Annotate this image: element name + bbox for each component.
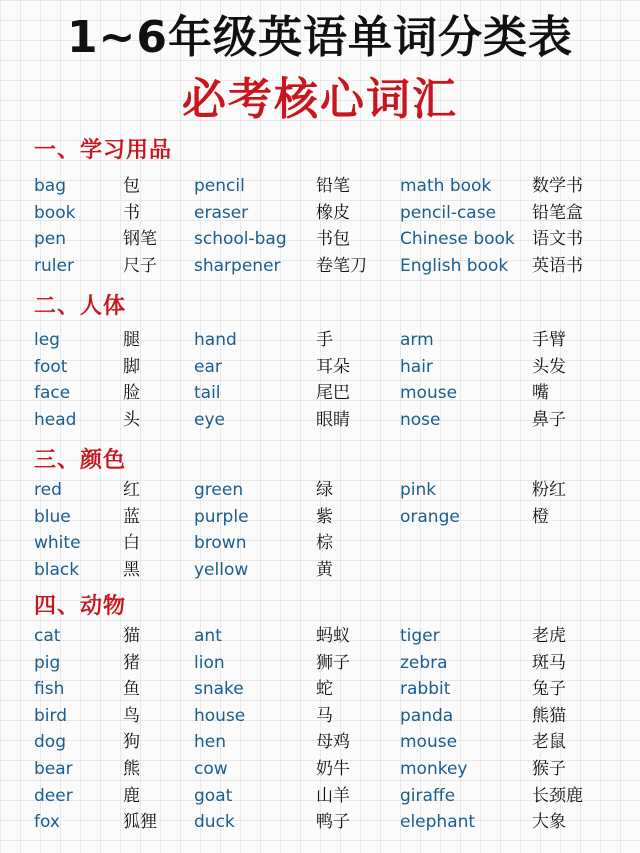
english-word: math book [400, 176, 492, 196]
chinese-meaning: 尺子 [123, 256, 157, 276]
english-word: sharpener [194, 256, 281, 276]
english-word: lion [194, 653, 225, 673]
chinese-meaning: 眼睛 [316, 410, 350, 430]
chinese-meaning: 奶牛 [316, 759, 350, 779]
english-word: pencil-case [400, 203, 497, 223]
english-word: ruler [34, 256, 74, 276]
english-word: monkey [400, 759, 468, 779]
chinese-meaning: 熊 [123, 759, 140, 779]
english-word: hen [194, 732, 227, 752]
english-word: orange [400, 507, 460, 527]
chinese-meaning: 棕 [316, 533, 333, 553]
english-word: book [34, 203, 76, 223]
english-word: eye [194, 410, 225, 430]
chinese-meaning: 数学书 [532, 176, 583, 196]
chinese-meaning: 红 [123, 480, 140, 500]
chinese-meaning: 鱼 [123, 679, 140, 699]
english-word: hand [194, 330, 237, 350]
chinese-meaning: 猫 [123, 626, 140, 646]
english-word: nose [400, 410, 441, 430]
section-title: 四、动物 [34, 594, 127, 619]
chinese-meaning: 老虎 [532, 626, 566, 646]
english-word: green [194, 480, 244, 500]
english-word: bear [34, 759, 73, 779]
english-word: rabbit [400, 679, 451, 699]
chinese-meaning: 马 [316, 706, 333, 726]
chinese-meaning: 老鼠 [532, 732, 566, 752]
english-word: bag [34, 176, 66, 196]
chinese-meaning: 尾巴 [316, 383, 350, 403]
english-word: hair [400, 357, 433, 377]
english-word: foot [34, 357, 68, 377]
chinese-meaning: 狮子 [316, 653, 350, 673]
section-title: 二、人体 [34, 294, 127, 319]
chinese-meaning: 蓝 [123, 507, 140, 527]
english-word: zebra [400, 653, 448, 673]
section-title: 三、颜色 [34, 448, 127, 473]
chinese-meaning: 手臂 [532, 330, 566, 350]
english-word: white [34, 533, 81, 553]
chinese-meaning: 鹿 [123, 786, 140, 806]
chinese-meaning: 白 [123, 533, 140, 553]
english-word: black [34, 560, 80, 580]
english-word: mouse [400, 732, 458, 752]
english-word: deer [34, 786, 73, 806]
chinese-meaning: 蚂蚁 [316, 626, 350, 646]
page-title: 1~6年级英语单词分类表 [66, 12, 574, 63]
chinese-meaning: 长颈鹿 [532, 786, 583, 806]
chinese-meaning: 书 [123, 203, 140, 223]
chinese-meaning: 橡皮 [316, 203, 350, 223]
chinese-meaning: 蛇 [316, 679, 333, 699]
english-word: fish [34, 679, 65, 699]
english-word: bird [34, 706, 67, 726]
chinese-meaning: 语文书 [532, 229, 583, 249]
english-word: snake [194, 679, 244, 699]
english-word: brown [194, 533, 247, 553]
chinese-meaning: 铅笔 [316, 176, 350, 196]
english-word: arm [400, 330, 434, 350]
chinese-meaning: 紫 [316, 507, 333, 527]
chinese-meaning: 橙 [532, 507, 549, 527]
chinese-meaning: 狗 [123, 732, 140, 752]
page-subtitle: 必考核心词汇 [182, 74, 458, 125]
chinese-meaning: 黄 [316, 560, 333, 580]
english-word: pencil [194, 176, 245, 196]
english-word: dog [34, 732, 66, 752]
chinese-meaning: 鸭子 [316, 812, 350, 832]
english-word: face [34, 383, 71, 403]
chinese-meaning: 腿 [123, 330, 140, 350]
english-word: school-bag [194, 229, 287, 249]
chinese-meaning: 绿 [316, 480, 333, 500]
chinese-meaning: 英语书 [532, 256, 583, 276]
chinese-meaning: 狐狸 [123, 812, 157, 832]
english-word: fox [34, 812, 60, 832]
english-word: house [194, 706, 246, 726]
chinese-meaning: 大象 [532, 812, 566, 832]
english-word: blue [34, 507, 71, 527]
english-word: purple [194, 507, 249, 527]
chinese-meaning: 头 [123, 410, 140, 430]
english-word: head [34, 410, 77, 430]
english-word: Chinese book [400, 229, 515, 249]
section-title: 一、学习用品 [34, 138, 173, 163]
chinese-meaning: 兔子 [532, 679, 566, 699]
english-word: cow [194, 759, 228, 779]
english-word: red [34, 480, 62, 500]
english-word: ant [194, 626, 222, 646]
chinese-meaning: 包 [123, 176, 140, 196]
chinese-meaning: 猴子 [532, 759, 566, 779]
chinese-meaning: 母鸡 [316, 732, 350, 752]
english-word: yellow [194, 560, 249, 580]
chinese-meaning: 钢笔 [123, 229, 157, 249]
chinese-meaning: 粉红 [532, 480, 566, 500]
chinese-meaning: 卷笔刀 [316, 256, 367, 276]
chinese-meaning: 鼻子 [532, 410, 566, 430]
english-word: pig [34, 653, 61, 673]
chinese-meaning: 手 [316, 330, 333, 350]
chinese-meaning: 脚 [123, 357, 140, 377]
english-word: panda [400, 706, 454, 726]
chinese-meaning: 山羊 [316, 786, 350, 806]
english-word: pink [400, 480, 437, 500]
chinese-meaning: 耳朵 [316, 357, 350, 377]
chinese-meaning: 铅笔盒 [532, 203, 583, 223]
english-word: goat [194, 786, 233, 806]
english-word: ear [194, 357, 222, 377]
chinese-meaning: 脸 [123, 383, 140, 403]
chinese-meaning: 熊猫 [532, 706, 566, 726]
english-word: elephant [400, 812, 476, 832]
english-word: tiger [400, 626, 440, 646]
english-word: tail [194, 383, 221, 403]
chinese-meaning: 鸟 [123, 706, 140, 726]
english-word: duck [194, 812, 235, 832]
english-word: eraser [194, 203, 249, 223]
chinese-meaning: 书包 [316, 229, 350, 249]
chinese-meaning: 黑 [123, 560, 140, 580]
english-word: mouse [400, 383, 458, 403]
chinese-meaning: 斑马 [532, 653, 566, 673]
chinese-meaning: 嘴 [532, 383, 549, 403]
english-word: English book [400, 256, 509, 276]
english-word: cat [34, 626, 61, 646]
english-word: pen [34, 229, 67, 249]
english-word: leg [34, 330, 60, 350]
chinese-meaning: 猪 [123, 653, 140, 673]
chinese-meaning: 头发 [532, 357, 566, 377]
english-word: giraffe [400, 786, 456, 806]
